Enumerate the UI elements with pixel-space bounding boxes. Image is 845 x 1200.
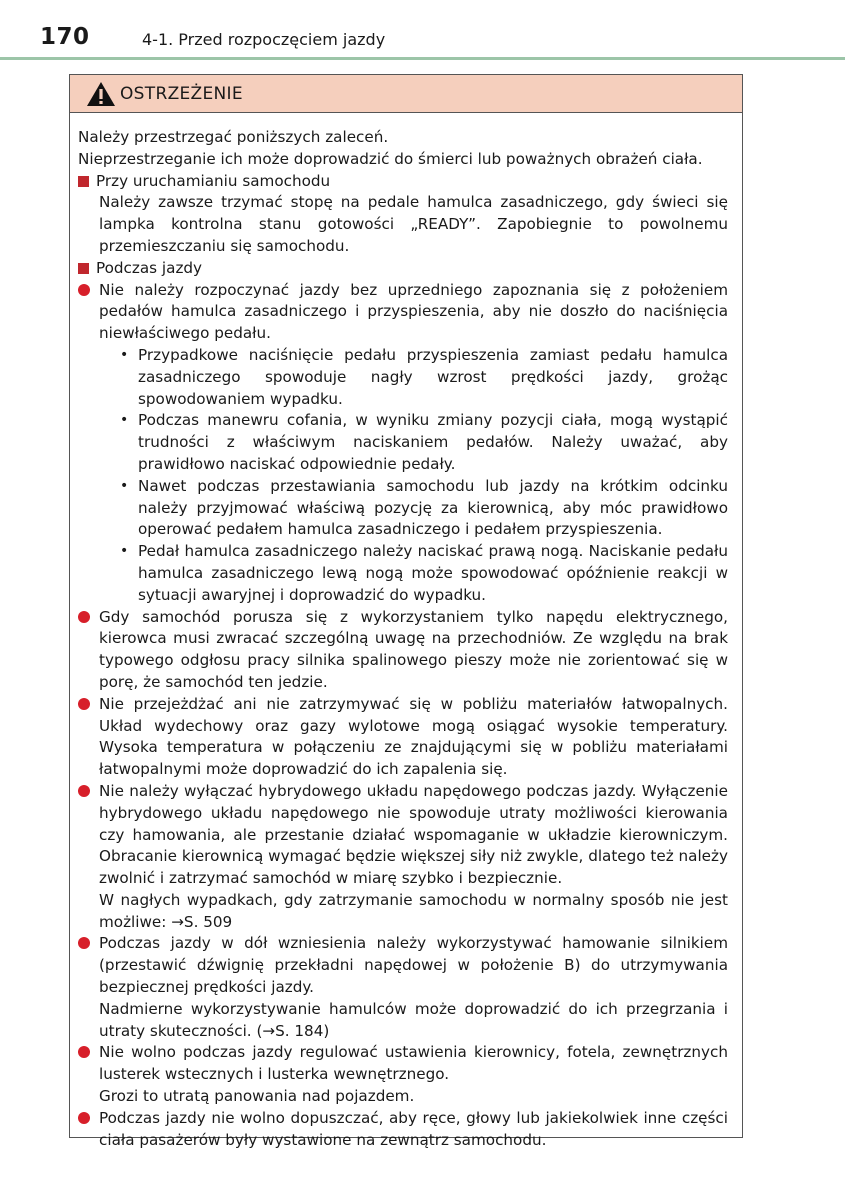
page-number: 170 [40,24,90,50]
warning-title: OSTRZEŻENIE [120,83,243,104]
bullet-icon: • [120,346,129,363]
sub-list-item: • Przypadkowe naciśnięcie pedału przyspieszenia zamiast pedału hamulca zasadniczego spowoduje nagły wzrost prędkości jazdy, grożąc spowodowaniem wypadku. [120,345,728,410]
item-text: Podczas jazdy w dół wzniesienia należy wykorzystywać hamowanie silnikiem (przestawić dźwignię przekładni napędowej w położenie B) do utrzymywania bezpiecznej prędkości jazdy. [99,934,728,997]
red-dot-icon [78,698,90,710]
list-item [78,933,728,1042]
list-item [78,1042,728,1107]
item-extra: Nadmierne wykorzystywanie hamulców może doprowadzić do ich przegrzania i utraty skuteczności. (→S. 184) [99,999,728,1040]
section-heading: Podczas jazdy [78,258,728,280]
section-title: 4-1. Przed rozpoczęciem jazdy [142,30,386,49]
section-heading: Przy uruchamianiu samochodu [78,171,728,193]
red-dot-icon [78,284,90,296]
list-item: Nie należy rozpoczynać jazdy bez uprzedniego zapoznania się z położeniem pedałów hamulca zasadniczego i przyspieszenia, aby nie doszło do naciśnięcia niewłaściwego pedału. [78,280,728,345]
intro-line: Należy przestrzegać poniższych zaleceń. [78,128,389,146]
red-dot-icon [78,1046,90,1058]
red-dot-icon [78,785,90,797]
red-square-icon [78,263,89,274]
red-dot-icon [78,937,90,949]
bullet-icon: • [120,477,129,494]
red-dot-icon [78,1112,90,1124]
page-header [0,0,845,60]
sub-list-item: • Podczas manewru cofania, w wyniku zmiany pozycji ciała, mogą wystąpić trudności z właściwym naciskaniem pedałów. Należy uważać, aby prawidłowo naciskać odpowiednie pedały. [120,410,728,475]
warning-header [70,75,742,113]
item-extra: W nagłych wypadkach, gdy zatrzymanie samochodu w normalny sposób nie jest możliwe: →S. 509 [99,890,728,931]
red-dot-icon [78,611,90,623]
sub-list-item: • Pedał hamulca zasadniczego należy naciskać prawą nogą. Naciskanie pedału hamulca zasadniczego lewą nogą może spowodować opóźnienie reakcji w sytuacji awaryjnej i doprowadzić do wypadku. [120,541,728,606]
warning-box [69,74,743,1149]
section-text: Należy zawsze trzymać stopę na pedale hamulca zasadniczego, gdy świeci się lampka kontrolna stanu gotowości „READY”. Zapobiegnie to powolnemu przemieszczaniu się samochodu. [99,193,728,255]
intro-line: Nieprzestrzeganie ich może doprowadzić do śmierci lub poważnych obrażeń ciała. [78,149,703,168]
red-square-icon [78,176,89,187]
warning-content [70,113,742,1151]
list-item: Nie przejeżdżać ani nie zatrzymywać się w pobliżu materiałów łatwopalnych. Układ wydechowy oraz gazy wylotowe mogą osiągać wysokie temperatury. Wysoka temperatura w połączeniu ze znajdującymi się w pobliżu materiałami łatwopalnymi może doprowadzić do ich zapalenia się. [78,694,728,781]
list-item: Podczas jazdy nie wolno dopuszczać, aby ręce, głowy lub jakiekolwiek inne części ciała pasażerów były wystawione na zewnątrz samochodu. [78,1108,728,1152]
list-item [78,781,728,934]
list-item: Gdy samochód porusza się z wykorzystaniem tylko napędu elektrycznego, kierowca musi zwracać szczególną uwagę na przechodniów. Ze względu na brak typowego odgłosu pracy silnika spalinowego pieszy może nie zorientować się w porę, że samochód ten jedzie. [78,607,728,694]
sub-list-item: • Nawet podczas przestawiania samochodu lub jazdy na krótkim odcinku należy przyjmować właściwą pozycję za kierownicą, aby móc prawidłowo operować pedałem hamulca zasadniczego i pedałem przyspieszenia. [120,476,728,541]
bullet-icon: • [120,412,129,429]
item-text: Nie wolno podczas jazdy regulować ustawienia kierownicy, fotela, zewnętrznych lusterek wstecznych i lusterka wewnętrznego. [99,1043,728,1084]
header-rule [0,57,845,60]
bullet-icon: • [120,543,129,560]
item-text: Nie należy wyłączać hybrydowego układu napędowego podczas jazdy. Wyłączenie hybrydowego układu napędowego nie spowoduje utraty możliwości kierowania czy hamowania, ale przestanie działać wspomaganie w układzie kierowniczym. Obracanie kierownicą wymagać będzie większej siły niż zwykle, dlatego też należy zwolnić i zatrzymać samochód w miarę szybko i bezpiecznie. [99,781,728,888]
item-extra: Grozi to utratą panowania nad pojazdem. [99,1087,415,1106]
warning-triangle-icon [86,81,116,107]
